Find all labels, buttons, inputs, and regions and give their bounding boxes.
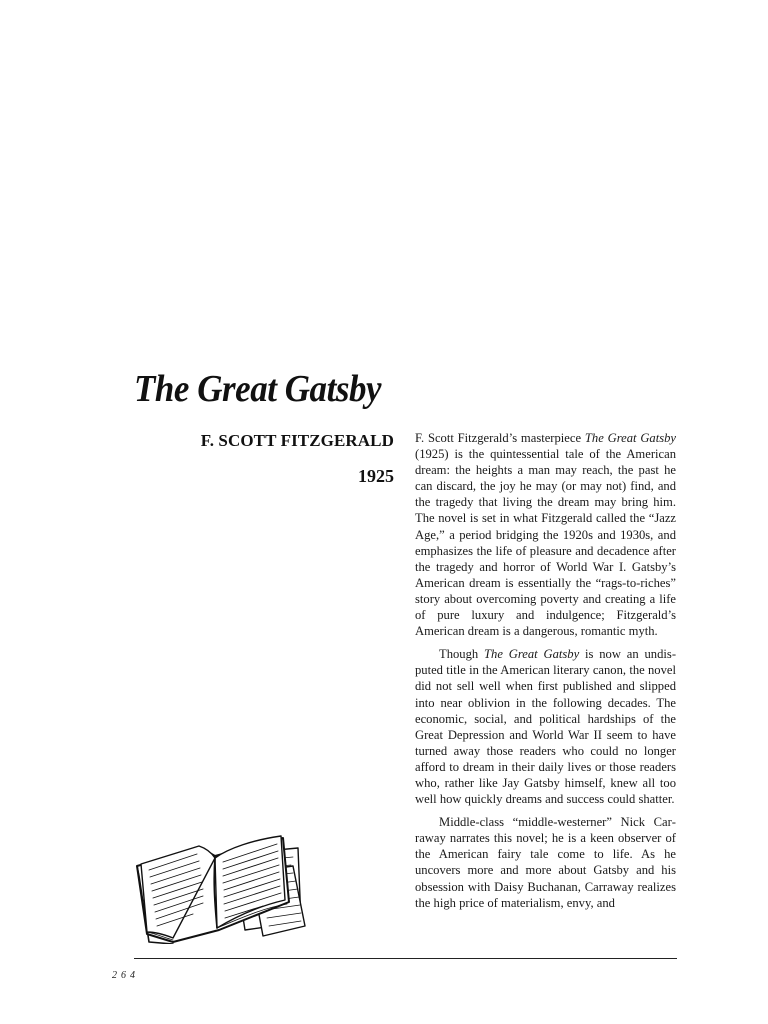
text-run: F. Scott Fitzgerald’s masterpiece [415,431,585,445]
page-number: 264 [112,970,139,981]
book-title: The Great Gatsby [134,368,382,410]
publication-year: 1925 [358,466,394,486]
text-run: (1925) is the quintessential tale of the American dream: the heights a man may reach, the past he can discard, the joy he may (or may not) find, and the tragedy that living the dream may bring him. The novel is set in what Fitzgerald called the “Jazz Age,” a period bridging the 1920s and 1930s, and emphasizes the life of pleasure and decadence after the tragedy and horror of World War I. Gatsby’s American dream is essentially the “rags-to-riches” story about overcoming poverty and creating a life of pure luxury and indulgence; Fitzgerald’s American dream is a dangerous, romantic myth. [415,447,676,639]
footer-rule [134,958,677,959]
paragraph [415,430,676,639]
essay-body [415,430,676,918]
italic-title: The Great Gatsby [484,647,580,662]
paragraph [415,646,676,807]
text-run: Middle-class “middle-westerner” Nick Carraway narrates this novel; he is a keen observer of the American fairy tale come to life. As he uncovers more and more about Gatsby and his obsession with Daisy Buchanan, Carraway realizes the high price of materialism, envy, and [415,815,676,910]
paragraph [415,814,676,911]
author-name: F. SCOTT FITZGERALD [200,431,394,450]
text-run: Though [439,647,485,662]
italic-title: The Great Gatsby [584,431,677,445]
text-run: is now an undisputed title in the American literary canon, the novel did not sell well when first published and slipped into near oblivion in the following decades. The economic, social, and political hardships of the Great Depression and World War II seem to have turned away those readers who could no longer afford to dream in their daily lives or those readers who, rather like Jay Gatsby himself, knew all too well how quickly dreams and success could shatter. [415,647,677,807]
open-book-icon [133,826,308,944]
